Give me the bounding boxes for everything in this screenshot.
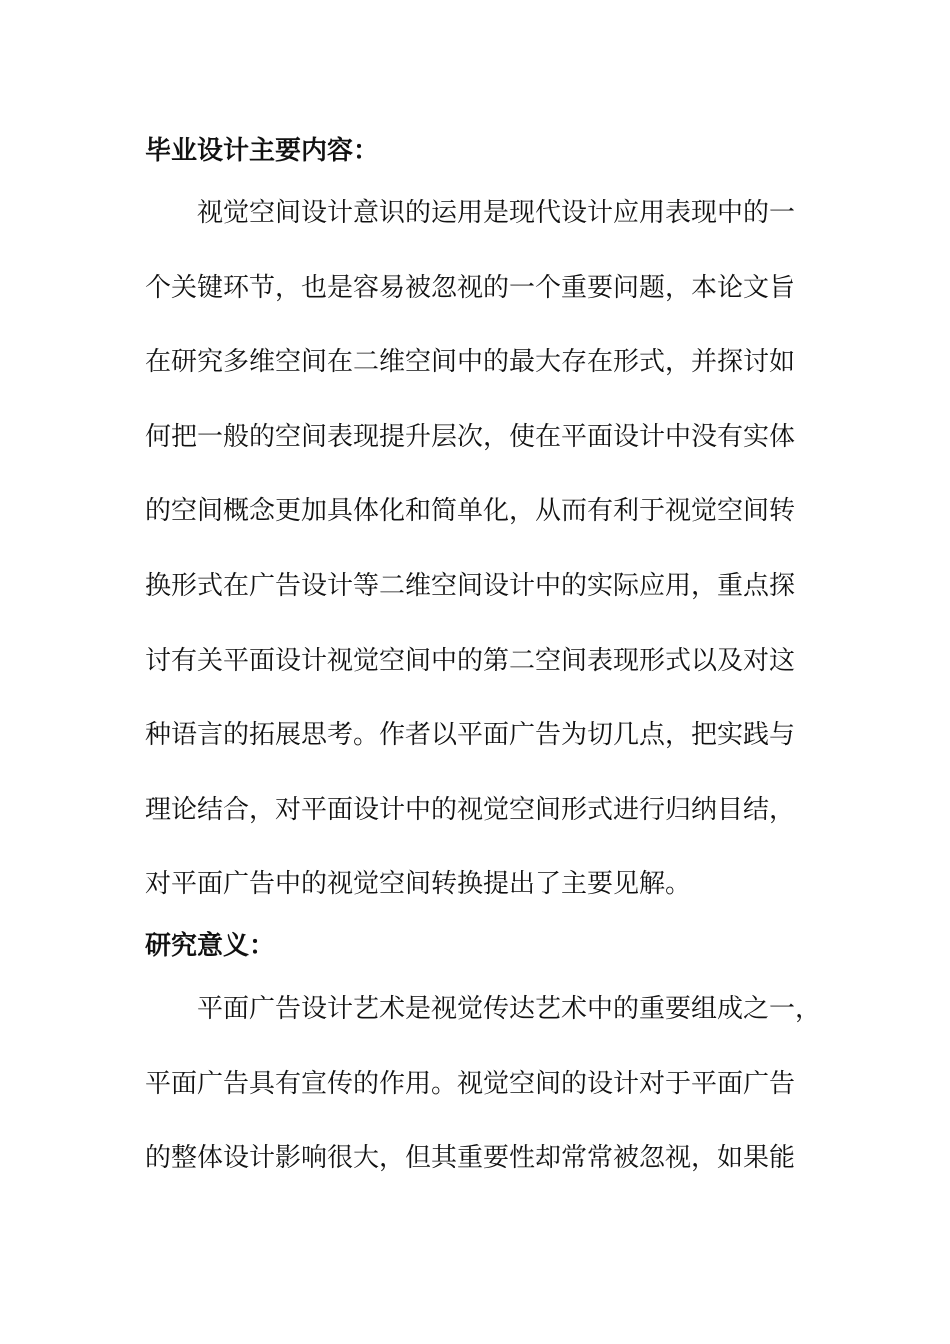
- paragraph-line: 平面广告设计艺术是视觉传达艺术中的重要组成之一，: [197, 994, 822, 1024]
- paragraph-line: 理论结合，对平面设计中的视觉空间形式进行归纳目结，: [145, 795, 796, 825]
- paragraph-line: 换形式在广告设计等二维空间设计中的实际应用，重点探: [145, 571, 796, 601]
- paragraph-line: 在研究多维空间在二维空间中的最大存在形式，并探讨如: [145, 347, 796, 377]
- paragraph-line: 个关键环节，也是容易被忽视的一个重要问题，本论文旨: [145, 273, 796, 303]
- section-heading-research-significance: 研究意义：: [145, 931, 276, 961]
- paragraph-line: 对平面广告中的视觉空间转换提出了主要见解。: [145, 869, 692, 899]
- paragraph-line: 平面广告具有宣传的作用。视觉空间的设计对于平面广告: [145, 1069, 796, 1099]
- paragraph-line: 讨有关平面设计视觉空间中的第二空间表现形式以及对这: [145, 646, 796, 676]
- paragraph-line: 的整体设计影响很大，但其重要性却常常被忽视，如果能: [145, 1143, 796, 1173]
- paragraph-line: 视觉空间设计意识的运用是现代设计应用表现中的一: [197, 198, 796, 228]
- paragraph-line: 种语言的拓展思考。作者以平面广告为切几点，把实践与: [145, 720, 796, 750]
- paragraph-line: 的空间概念更加具体化和简单化，从而有利于视觉空间转: [145, 496, 796, 526]
- section-heading-main-content: 毕业设计主要内容：: [145, 136, 380, 166]
- paragraph-line: 何把一般的空间表现提升层次，使在平面设计中没有实体: [145, 422, 796, 452]
